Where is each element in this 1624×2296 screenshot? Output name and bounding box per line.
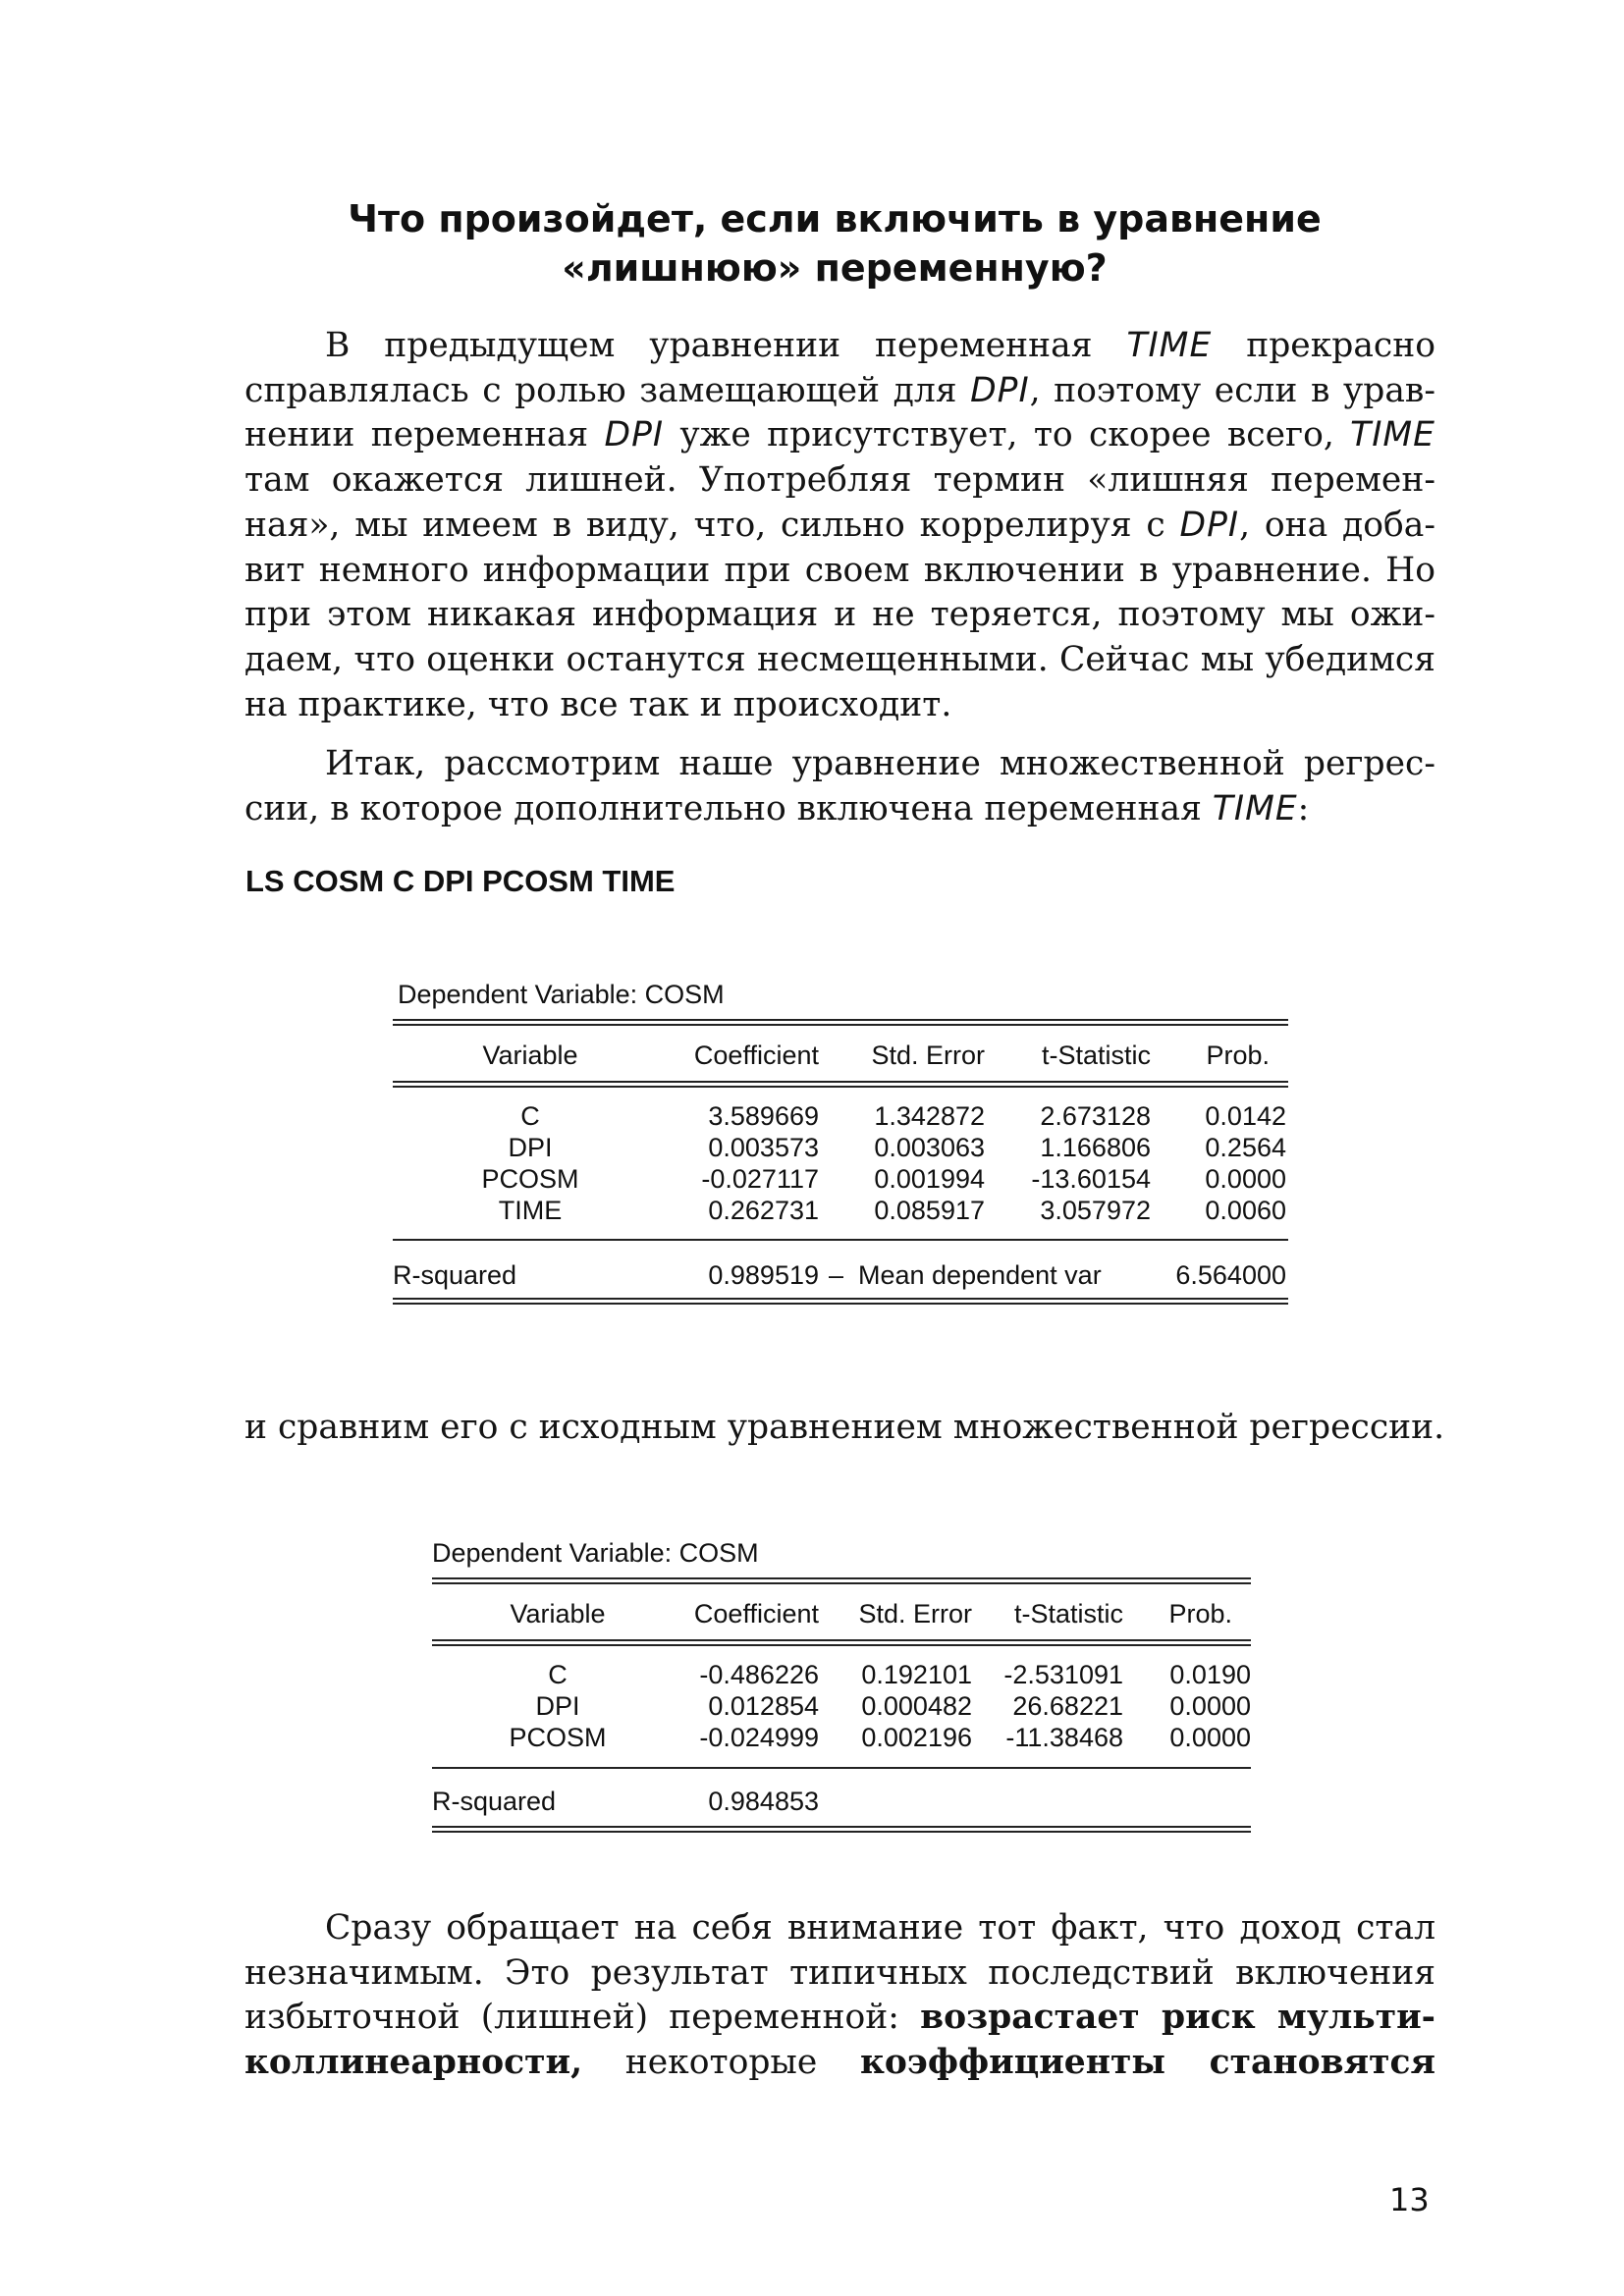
table1-header-t-statistic: t-Statistic (1041, 1041, 1151, 1070)
variable-name: TIME (1126, 326, 1213, 365)
table1-row-2-col-2: 0.003573 (708, 1133, 819, 1162)
table1-bottom-rule (393, 1298, 1288, 1300)
table1-row-3-col-1: PCOSM (481, 1164, 579, 1194)
table1-header-rule (393, 1081, 1288, 1083)
paragraph1-line-1 (244, 324, 1435, 369)
table2-dependent: Dependent Variable: COSM (432, 1538, 759, 1568)
table1-top-rule (393, 1019, 1288, 1021)
table1-row-1-col-2: 3.589669 (708, 1101, 819, 1131)
table2-bottom-rule (432, 1826, 1251, 1828)
section-title (245, 194, 1424, 293)
table2-row-2-col-4: 26.68221 (1012, 1691, 1123, 1721)
text-run: Итак, рассмотрим наше уравнение множественной регрес- (325, 744, 1435, 783)
table2-row-2-col-1: DPI (535, 1691, 580, 1721)
table1-mean-value: 6.564000 (1175, 1260, 1286, 1290)
table1-row-4-col-4: 3.057972 (1040, 1196, 1151, 1225)
variable-name: DPI (604, 415, 665, 455)
variable-name: DPI (970, 370, 1030, 410)
variable-name: TIME (1350, 415, 1435, 455)
paragraph1-line-6 (244, 549, 1435, 594)
paragraph1-line-9 (244, 683, 1435, 728)
table2-row-1-col-4: -2.531091 (1003, 1660, 1123, 1689)
paragraph1-line-7 (244, 593, 1435, 638)
table2-row-1-col-3: 0.192101 (861, 1660, 972, 1689)
text-run: ная», мы имеем в виду, что, сильно коррелируя с (244, 505, 1180, 545)
table1-row-4-col-1: TIME (498, 1196, 563, 1225)
table2-row-3-col-2: -0.024999 (699, 1723, 819, 1752)
table2-row-1-col-5: 0.0190 (1169, 1660, 1251, 1689)
table1-row-3-col-3: 0.001994 (874, 1164, 985, 1194)
table2-header-coefficient: Coefficient (693, 1599, 819, 1629)
text-run: уже присутствует, то скорее всего, (664, 415, 1351, 455)
table1-row-2-col-4: 1.166806 (1040, 1133, 1151, 1162)
table1-row-2-col-1: DPI (508, 1133, 553, 1162)
paragraph1-line-8 (244, 638, 1435, 683)
table1-row-4-col-2: 0.262731 (708, 1196, 819, 1225)
text-run: , она доба- (1239, 505, 1435, 545)
table2-row-2-col-5: 0.0000 (1169, 1691, 1251, 1721)
table2-row-3-col-4: -11.38468 (1005, 1723, 1123, 1752)
table2-body-rule (432, 1767, 1251, 1769)
table2-rsq-value: 0.984853 (708, 1787, 819, 1816)
text-run: , поэтому если в урав- (1029, 370, 1435, 410)
table2-header-rule (432, 1639, 1251, 1641)
text-run: справлялась с ролью замещающей для (244, 370, 971, 410)
text-run: там окажется лишней. Употребляя термин «лишняя перемен- (244, 460, 1435, 501)
variable-name: DPI (1179, 505, 1240, 545)
table2-top-rule (432, 1577, 1251, 1579)
paragraph-3-line-4 (244, 2041, 1435, 2086)
paragraph-3-line-3a: избыточной (лишней) переменной: (244, 1998, 921, 2038)
paragraph-2 (244, 742, 1435, 831)
table1-mean-label: Mean dependent var (858, 1260, 1102, 1290)
table1-header-variable: Variable (482, 1041, 578, 1070)
table2-row-3-col-1: PCOSM (509, 1723, 607, 1752)
table2-row-1-col-1: C (548, 1660, 568, 1689)
paragraph-3-line-2: незначимым. Это результат типичных последствий включения (244, 1952, 1435, 1993)
table1-row-3-col-5: 0.0000 (1205, 1164, 1286, 1194)
paragraph1-line-4 (244, 458, 1435, 504)
text-run: прекрасно (1212, 326, 1436, 365)
table1-row-4-col-3: 0.085917 (874, 1196, 985, 1225)
page-number: 13 (1389, 2181, 1430, 2218)
text-run: при этом никакая информация и не теряется, поэтому мы ожи- (244, 595, 1435, 635)
section-title-line2: «лишнюю» переменную? (562, 246, 1108, 290)
table2-row-3-col-5: 0.0000 (1169, 1723, 1251, 1752)
text-run: В предыдущем уравнении переменная (325, 326, 1127, 365)
compare-sentence (244, 1406, 1445, 1451)
eviews-command: LS COSM C DPI PCOSM TIME (245, 864, 676, 898)
compare-text: и сравним его с исходным уравнением множественной регрессии. (244, 1408, 1445, 1447)
table1-row-1-col-4: 2.673128 (1040, 1101, 1151, 1131)
table1-row-1-col-5: 0.0142 (1205, 1101, 1286, 1131)
table2-row-1-col-2: -0.486226 (699, 1660, 819, 1689)
paragraph2-line-1 (244, 742, 1435, 787)
paragraph-3-line-4b: некоторые (582, 2043, 860, 2083)
table1-header-prob: Prob. (1206, 1041, 1270, 1070)
table1-rsq-value: 0.989519 (708, 1260, 819, 1290)
text-run: вит немного информации при своем включении в уравнение. Но (244, 550, 1435, 590)
table1-rsq-label: R-squared (393, 1260, 517, 1290)
table2-header-t-statistic: t-Statistic (1013, 1599, 1123, 1629)
paragraph-3-line-3 (244, 1996, 1435, 2041)
section-title-line1: Что произойдет, если включить в уравнение (348, 197, 1322, 240)
paragraph1-line-3 (244, 413, 1435, 458)
table1-rsq-dash: – (829, 1260, 844, 1290)
table2-row-2-col-2: 0.012854 (708, 1691, 819, 1721)
paragraph-3-line-1: Сразу обращает на себя внимание тот факт, что доход стал (325, 1908, 1435, 1948)
text-run: нении переменная (244, 415, 605, 455)
paragraph1-line-2 (244, 369, 1435, 414)
table1-row-3-col-4: -13.60154 (1031, 1164, 1151, 1194)
paragraph-3-line-4c: коэффициенты становятся (859, 2043, 1435, 2083)
text-run: : (1297, 788, 1310, 828)
table2-header-prob: Prob. (1168, 1599, 1232, 1629)
table1-header-std-error: Std. Error (871, 1041, 985, 1070)
table2-header-std-error: Std. Error (858, 1599, 972, 1629)
text-run: на практике, что все так и происходит. (244, 684, 952, 724)
paragraph1-line-5 (244, 504, 1435, 549)
paragraph2-line-2 (244, 787, 1435, 832)
paragraph-3 (244, 1906, 1435, 2086)
table2-header-variable: Variable (510, 1599, 606, 1629)
paragraph-3-line-4a: коллинеарности, (244, 2043, 583, 2083)
table1-row-3-col-2: -0.027117 (701, 1164, 819, 1194)
text-run: сии, в которое дополнительно включена переменная (244, 788, 1213, 828)
table1-row-1-col-1: C (520, 1101, 540, 1131)
table1-row-2-col-3: 0.003063 (874, 1133, 985, 1162)
table1-dependent: Dependent Variable: COSM (398, 980, 725, 1009)
table2-row-3-col-3: 0.002196 (861, 1723, 972, 1752)
table2-row-2-col-3: 0.000482 (861, 1691, 972, 1721)
paragraph-3-line-3b: возрастает риск мульти- (920, 1998, 1436, 2038)
table1-row-4-col-5: 0.0060 (1205, 1196, 1286, 1225)
table2-rsq-label: R-squared (432, 1787, 557, 1816)
table1-row-1-col-3: 1.342872 (874, 1101, 985, 1131)
table1-row-2-col-5: 0.2564 (1205, 1133, 1286, 1162)
text-run: даем, что оценки останутся несмещенными. Сейчас мы убедимся (244, 639, 1435, 679)
variable-name: TIME (1212, 788, 1298, 828)
table1-header-coefficient: Coefficient (693, 1041, 819, 1070)
table1-body-rule (393, 1239, 1288, 1241)
paragraph-1 (244, 324, 1435, 727)
